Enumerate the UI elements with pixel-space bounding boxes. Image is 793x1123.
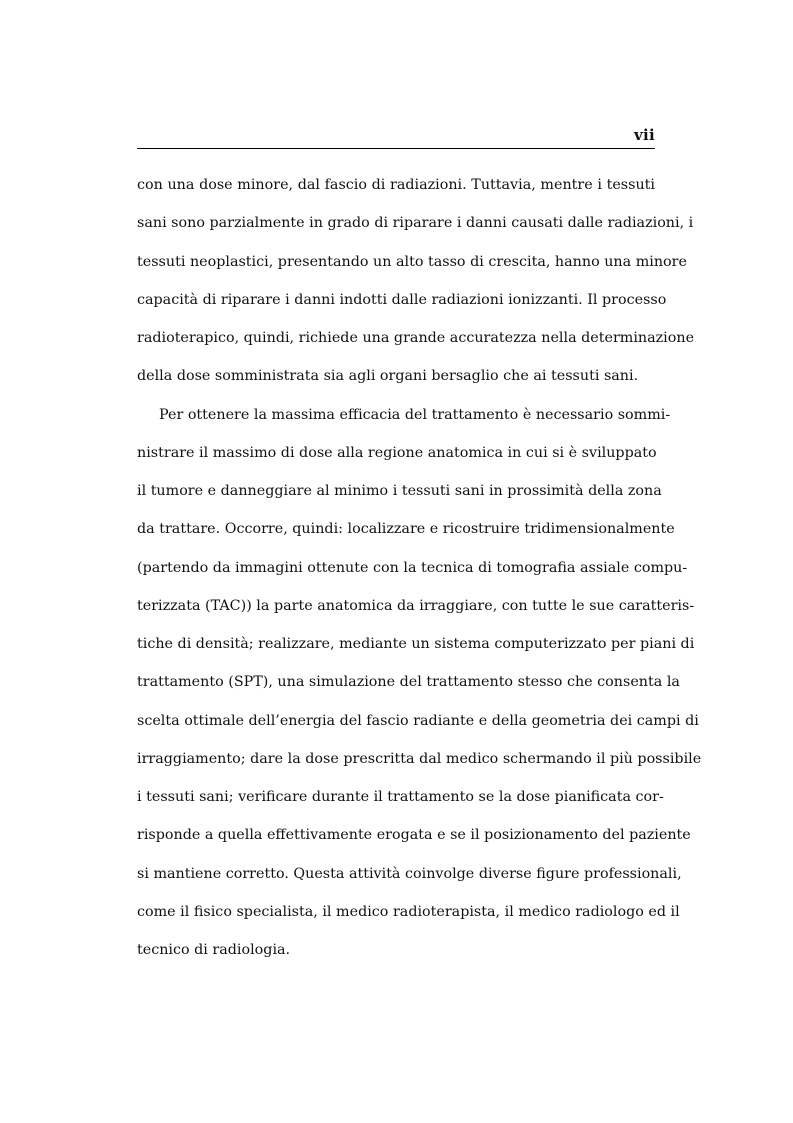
body-text [137, 168, 702, 971]
text-line: con una dose minore, dal fascio di radiazioni. Tuttavia, mentre i tessuti [137, 177, 655, 193]
text-line: irraggiamento; dare la dose prescritta dal medico schermando il più possibile [137, 750, 702, 767]
text-line: il tumore e danneggiare al minimo i tessuti sani in prossimità della zona [137, 483, 662, 499]
text-line: i tessuti sani; verificare durante il trattamento se la dose pianificata cor- [137, 789, 664, 805]
text-line: tiche di densità; realizzare, mediante un sistema computerizzato per piani di [137, 636, 695, 652]
page-header [137, 124, 655, 149]
text-line: Per ottenere la massima efficacia del trattamento è necessario sommi- [159, 406, 671, 423]
text-line: capacità di riparare i danni indotti dalle radiazioni ionizzanti. Il processo [137, 291, 667, 308]
text-line: come il fisico specialista, il medico radioterapista, il medico radiologo ed il [137, 903, 680, 920]
page-number: vii [633, 126, 655, 144]
text-line: sani sono parzialmente in grado di riparare i danni causati dalle radiazioni, i [137, 215, 694, 232]
paragraph-1 [137, 168, 695, 398]
text-line: nistrare il massimo di dose alla regione anatomica in cui si è sviluppato [137, 444, 657, 461]
text-line: (partendo da immagini ottenute con la tecnica di tomografia assiale compu- [137, 559, 688, 576]
text-line: terizzata (TAC)) la parte anatomica da irraggiare, con tutte le sue caratteris- [137, 597, 695, 614]
text-line: radioterapico, quindi, richiede una grande accuratezza nella determinazione [137, 330, 695, 346]
text-line: si mantiene corretto. Questa attività coinvolge diverse figure professionali, [137, 865, 682, 882]
paragraph-2 [137, 398, 702, 972]
text-line: tessuti neoplastici, presentando un alto tasso di crescita, hanno una minore [137, 253, 687, 270]
text-line: trattamento (SPT), una simulazione del trattamento stesso che consenta la [137, 674, 680, 691]
text-line: da trattare. Occorre, quindi: localizzare e ricostruire tridimensionalmente [137, 521, 675, 538]
text-line: scelta ottimale dell’energia del fascio radiante e della geometria dei campi di [137, 712, 699, 729]
text-line: risponde a quella effettivamente erogata e se il posizionamento del paziente [137, 827, 691, 844]
text-line: della dose somministrata sia agli organi bersaglio che ai tessuti sani. [137, 368, 639, 385]
text-line: tecnico di radiologia. [137, 942, 291, 958]
